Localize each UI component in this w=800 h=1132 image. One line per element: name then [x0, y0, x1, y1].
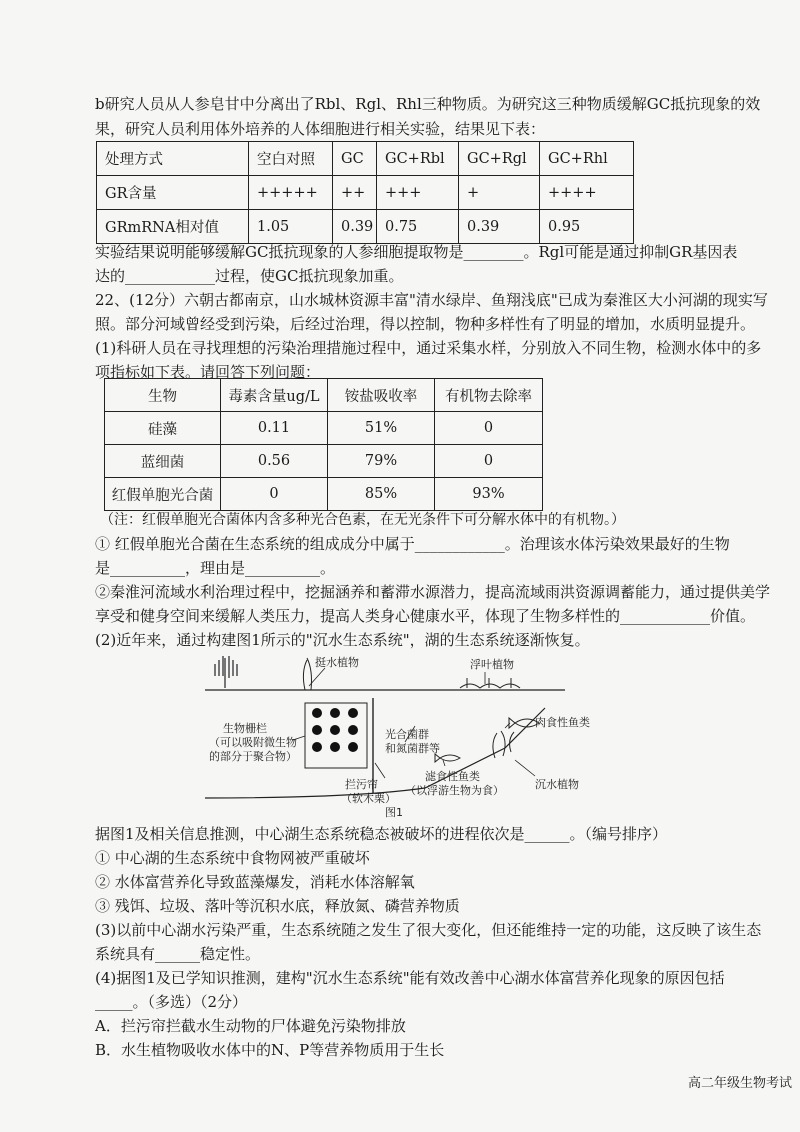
- table-cell: 1.05: [249, 210, 333, 244]
- table-cell: 51%: [328, 412, 435, 445]
- question-text: ②秦淮河流域水利治理过程中，挖掘涵养和蓄滞水源潜力，提高流域雨洪资源调蓄能力，通过提供美学: [95, 583, 771, 601]
- table-cell: 85%: [328, 478, 435, 511]
- page-footer: 高二年级生物考试: [687, 1076, 792, 1091]
- fish-icon: [435, 754, 460, 762]
- leader-lines: [293, 668, 535, 778]
- question-text: (2)近年来，通过构建图1所示的"沉水生态系统"，湖的生态系统逐渐恢复。: [95, 631, 590, 649]
- question-text: (4)据图1及已学知识推测，建构"沉水生态系统"能有效改善中心湖水体富营养化现象的原因包括: [95, 969, 725, 987]
- table-cell: 蓝细菌: [105, 445, 221, 478]
- table-cell: 79%: [328, 445, 435, 478]
- question-text: _____。（多选）（2分）: [95, 993, 248, 1011]
- table-cell: GC+Rbl: [377, 142, 459, 176]
- intro-line-2: 果，研究人员利用体外培养的人体细胞进行相关实验，结果见下表：: [95, 120, 546, 138]
- table-cell: 0.56: [221, 445, 328, 478]
- table-cell: 0.39: [333, 210, 377, 244]
- table-cell: 处理方式: [97, 142, 249, 176]
- table-cell: 0: [435, 412, 543, 445]
- table-cell: GC+Rgl: [459, 142, 540, 176]
- question-text: (3)以前中心湖水污染严重，生态系统随之发生了很大变化，但还能维持一定的功能，这反映了该生态: [95, 921, 762, 939]
- floating-plant-icon: [460, 678, 520, 688]
- table-cell: 0.39: [459, 210, 540, 244]
- table-cell: +++++: [249, 176, 333, 210]
- option-item: ① 中心湖的生态系统中食物网被严重破坏: [95, 849, 370, 867]
- label-carnivore: 肉食性鱼类: [535, 716, 590, 729]
- label-submerged: 沉水植物: [535, 778, 579, 791]
- table-cell: 红假单胞光合菌: [105, 478, 221, 511]
- label-floating: 浮叶植物: [470, 658, 514, 671]
- label-fence: 生物栅栏: [223, 722, 267, 735]
- question-text: 达的____________过程，使GC抵抗现象加重。: [95, 267, 404, 285]
- question-22-line: 项指标如下表。请回答下列问题：: [95, 363, 321, 381]
- table-cell: 0.95: [540, 210, 634, 244]
- question-text: 实验结果说明能够缓解GC抵抗现象的人参细胞提取物是________。Rgl可能是通过抑制GR基因表: [95, 243, 738, 261]
- question-text: ① 红假单胞光合菌在生态系统的组成成分中属于____________。治理该水体污染效果最好的生物: [95, 535, 730, 553]
- option-item: ③ 残饵、垃圾、落叶等沉积水底，释放氮、磷营养物质: [95, 897, 460, 915]
- table-cell: +++: [377, 176, 459, 210]
- table-cell: 毒素含量ug/L: [221, 379, 328, 412]
- table-cell: 铵盐吸收率: [328, 379, 435, 412]
- label-filter-fish: （以浮游生物为食）: [405, 784, 504, 797]
- question-text: 享受和健身空间来缓解人类压力，提高人类身心健康水平，体现了生物多样性的____________价值。: [95, 607, 756, 625]
- table-cell: GR含量: [97, 176, 249, 210]
- question-text: 系统具有______稳定性。: [95, 945, 261, 963]
- question-text: 是__________，理由是__________。: [95, 559, 336, 577]
- figure-caption: 图1: [385, 806, 403, 818]
- table-row: [105, 412, 543, 445]
- table-cell: 0.11: [221, 412, 328, 445]
- table-cell: 生物: [105, 379, 221, 412]
- question-text: 据图1及相关信息推测，中心湖生态系统稳态被破坏的进程依次是______。（编号排序）: [95, 825, 668, 843]
- option-item: A．拦污帘拦截水生动物的尸体避免污染物排放: [95, 1017, 406, 1035]
- bio-fence-balls: [312, 708, 358, 752]
- table-cell: 0: [435, 445, 543, 478]
- note: （注：红假单胞光合菌体内含多种光合色素，在无光条件下可分解水体中的有机物。）: [100, 512, 625, 528]
- table-row: [97, 176, 634, 210]
- table-row: [105, 445, 543, 478]
- label-bacteria: 和氮菌群等: [385, 742, 440, 755]
- figure-1-diagram: [205, 648, 605, 818]
- label-fence: （可以吸附微生物: [209, 736, 297, 749]
- table-row: [97, 210, 634, 244]
- table-cell: 93%: [435, 478, 543, 511]
- table-cell: GC+Rhl: [540, 142, 634, 176]
- intro-line-1: b研究人员从人参皂甘中分离出了Rbl、Rgl、Rhl三种物质。为研究这三种物质缓解GC抵抗现象的效: [95, 95, 761, 113]
- emergent-plant-icon: [303, 658, 311, 690]
- question-22-line: 22、(12分）六朝古都南京，山水城林资源丰富"清水绿岸、鱼翔浅底"已成为秦淮区大小河湖的现实写: [95, 291, 768, 309]
- table-cell: 空白对照: [249, 142, 333, 176]
- label-curtain: 拦污帘: [345, 778, 378, 791]
- table-cell: 硅藻: [105, 412, 221, 445]
- submerged-plant-icon: [493, 731, 514, 758]
- table-cell: 0.75: [377, 210, 459, 244]
- table-cell: +: [459, 176, 540, 210]
- label-curtain: （软木栗）: [341, 792, 396, 805]
- organism-table: [104, 378, 543, 511]
- table-cell: ++: [333, 176, 377, 210]
- table-cell: ++++: [540, 176, 634, 210]
- table-header-row: [105, 379, 543, 412]
- label-filter-fish: 滤食性鱼类: [425, 770, 480, 783]
- option-item: ② 水体富营养化导致蓝藻爆发，消耗水体溶解氧: [95, 873, 415, 891]
- table-row: [105, 478, 543, 511]
- table-cell: GRmRNA相对值: [97, 210, 249, 244]
- label-fence: 的部分于聚合物）: [209, 750, 297, 763]
- results-table: [96, 141, 634, 244]
- table-cell: GC: [333, 142, 377, 176]
- table-header-row: [97, 142, 634, 176]
- question-22-line: 照。部分河域曾经受到污染，后经过治理，得以控制，物种多样性有了明显的增加，水质明显提升。: [95, 315, 756, 333]
- tree-icon: [215, 656, 237, 688]
- table-cell: 0: [221, 478, 328, 511]
- table-cell: 有机物去除率: [435, 379, 543, 412]
- label-bacteria: 光合菌群: [385, 728, 429, 741]
- option-item: B．水生植物吸收水体中的N、P等营养物质用于生长: [95, 1041, 445, 1059]
- label-emergent: 挺水植物: [315, 656, 359, 669]
- question-22-line: (1)科研人员在寻找理想的污染治理措施过程中，通过采集水样，分别放入不同生物，检测水体中的多: [95, 339, 762, 357]
